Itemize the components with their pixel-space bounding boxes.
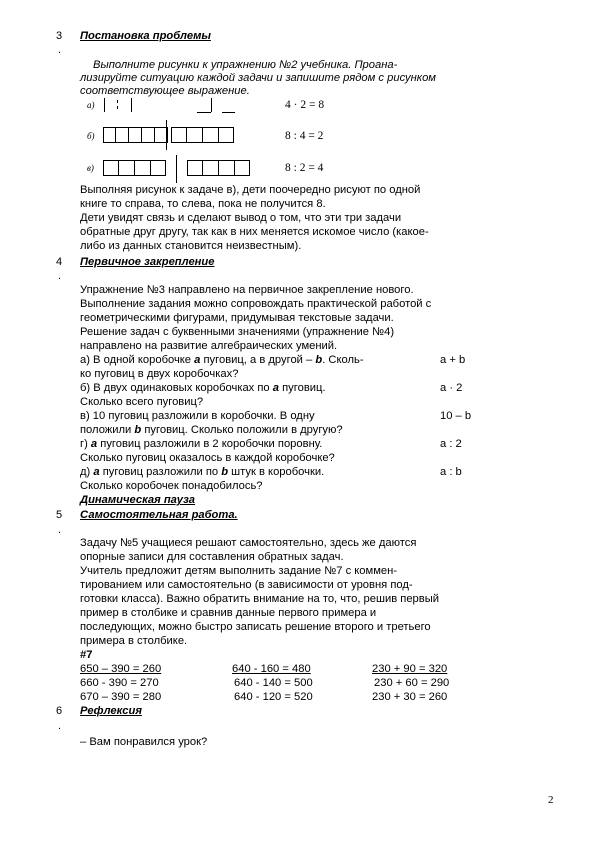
problem-c-answer: 10 – b [440, 410, 472, 422]
s5-paragraph-line: примера в столбике. [80, 635, 188, 647]
section-3-title: Постановка проблемы [80, 30, 211, 42]
s5-paragraph-line: Учитель предложит детям выполнить задание №7 с коммен- [80, 565, 398, 577]
exercise-row-3-col-3: 230 + 30 = 260 [372, 691, 448, 703]
s5-paragraph-line: пример в столбике и сравнив данные первого примера и [80, 607, 377, 619]
s5-paragraph-line: Задачу №5 учащиеся решают самостоятельно, здесь же даются [80, 537, 417, 549]
section-5-title: Самостоятельная работа. [80, 509, 238, 521]
section-6-title: Рефлексия [80, 705, 142, 717]
problem-e-answer: a : b [440, 466, 462, 478]
problem-c-line-1: в) 10 пуговиц разложили в коробочки. В одну [80, 410, 315, 422]
exercise-row-2-col-3: 230 + 60 = 290 [374, 677, 450, 689]
s4-paragraph-line: направлено на развитие алгебраических умений. [80, 340, 338, 352]
s4-paragraph-line: Упражнение №3 направлено на первичное закрепление нового. [80, 284, 414, 296]
s5-paragraph-line: последующих, можно быстро записать решение второго и третьего [80, 621, 431, 633]
exercise-row-1-col-2: 640 - 160 = 480 [232, 663, 311, 675]
problem-a-line-2: ко пуговиц в двух коробочках? [80, 368, 239, 380]
problem-c-line-2: положили b пуговиц. Сколько положили в другую? [80, 424, 343, 436]
s3-paragraph-line: Выполняя рисунок к задаче в), дети поочередно рисуют по одной [80, 184, 421, 196]
problem-a-answer: a + b [440, 354, 466, 366]
s5-paragraph-line: готовки класса). Важно обратить внимание на то, что, решив первый [80, 593, 439, 605]
page-number: 2 [548, 794, 554, 806]
section-6-number: 6 [56, 705, 63, 717]
problem-e-line-2: Сколько коробочек понадобилось? [80, 480, 263, 492]
problem-d-line-1: г) a пуговиц разложили в 2 коробочки поровну. [80, 438, 323, 450]
exercise-7-label: #7 [80, 649, 93, 661]
s5-paragraph-line: опорные записи для составления обратных задач. [80, 551, 344, 563]
problem-e-line-1: д) a пуговиц разложили по b штук в коробочки. [80, 466, 325, 478]
section-3-dot: . [58, 44, 62, 56]
s3-paragraph-line: обратные друг другу, так как в них меняется искомое число (какое- [80, 226, 429, 238]
s3-paragraph-line: либо из данных становится неизвестным). [80, 240, 302, 252]
dynamic-pause-heading: Динамическая пауза [80, 494, 196, 506]
exercise-row-1-col-3: 230 + 90 = 320 [372, 663, 448, 675]
exercise-row-3-col-1: 670 – 390 = 280 [80, 691, 162, 703]
s3-paragraph-line: Дети увидят связь и сделают вывод о том, что эти три задачи [80, 212, 402, 224]
task-line-1: Выполните рисунки к упражнению №2 учебника. Проана- [93, 59, 398, 71]
section-5-number: 5 [56, 509, 63, 521]
problem-b-answer: a · 2 [440, 382, 463, 394]
s4-paragraph-line: геометрическими фигурами, придумывая текстовые задачи. [80, 312, 394, 324]
figure-b-expression: 8 : 4 = 2 [285, 130, 324, 142]
exercise-row-2-col-1: 660 - 390 = 270 [80, 677, 159, 689]
section-6-dot: . [58, 720, 62, 732]
figure-b-label: б) [87, 131, 95, 141]
section-4-number: 4 [56, 256, 63, 268]
problem-d-answer: a : 2 [440, 438, 462, 450]
s3-paragraph-line: книге то справа, то слева, пока не получится 8. [80, 198, 326, 210]
problem-d-line-2: Сколько пуговиц оказалось в каждой коробочке? [80, 452, 335, 464]
exercise-row-1-col-1: 650 – 390 = 260 [80, 663, 162, 675]
figure-a-expression: 4 · 2 = 8 [285, 99, 325, 111]
section-4-dot: . [58, 270, 62, 282]
problem-b-line-2: Сколько всего пуговиц? [80, 396, 204, 408]
task-line-2: лизируйте ситуацию каждой задачи и запишите рядом с рисунком [80, 72, 436, 84]
section-5-dot: . [58, 524, 62, 536]
s4-paragraph-line: Выполнение задания можно сопровождать практической работой с [80, 298, 432, 310]
figure-a-label: а) [87, 100, 95, 110]
reflection-question: – Вам понравился урок? [80, 736, 208, 748]
figure-c-expression: 8 : 2 = 4 [285, 162, 324, 174]
exercise-row-2-col-2: 640 - 140 = 500 [234, 677, 313, 689]
s5-paragraph-line: тированием или самостоятельно (в зависимости от уровня под- [80, 579, 413, 591]
exercise-row-3-col-2: 640 - 120 = 520 [234, 691, 313, 703]
problem-b-line-1: б) В двух одинаковых коробочках по а пуговиц. [80, 382, 326, 394]
figure-c-label: в) [87, 163, 94, 173]
section-3-number: 3 [56, 30, 63, 42]
problem-a-line-1: а) В одной коробочке а пуговиц, а в другой – b. Сколь- [80, 354, 364, 366]
task-line-3: соответствующее выражение. [80, 85, 250, 97]
s4-paragraph-line: Решение задач с буквенными значениями (упражнение №4) [80, 326, 395, 338]
section-4-title: Первичное закрепление [80, 256, 215, 268]
